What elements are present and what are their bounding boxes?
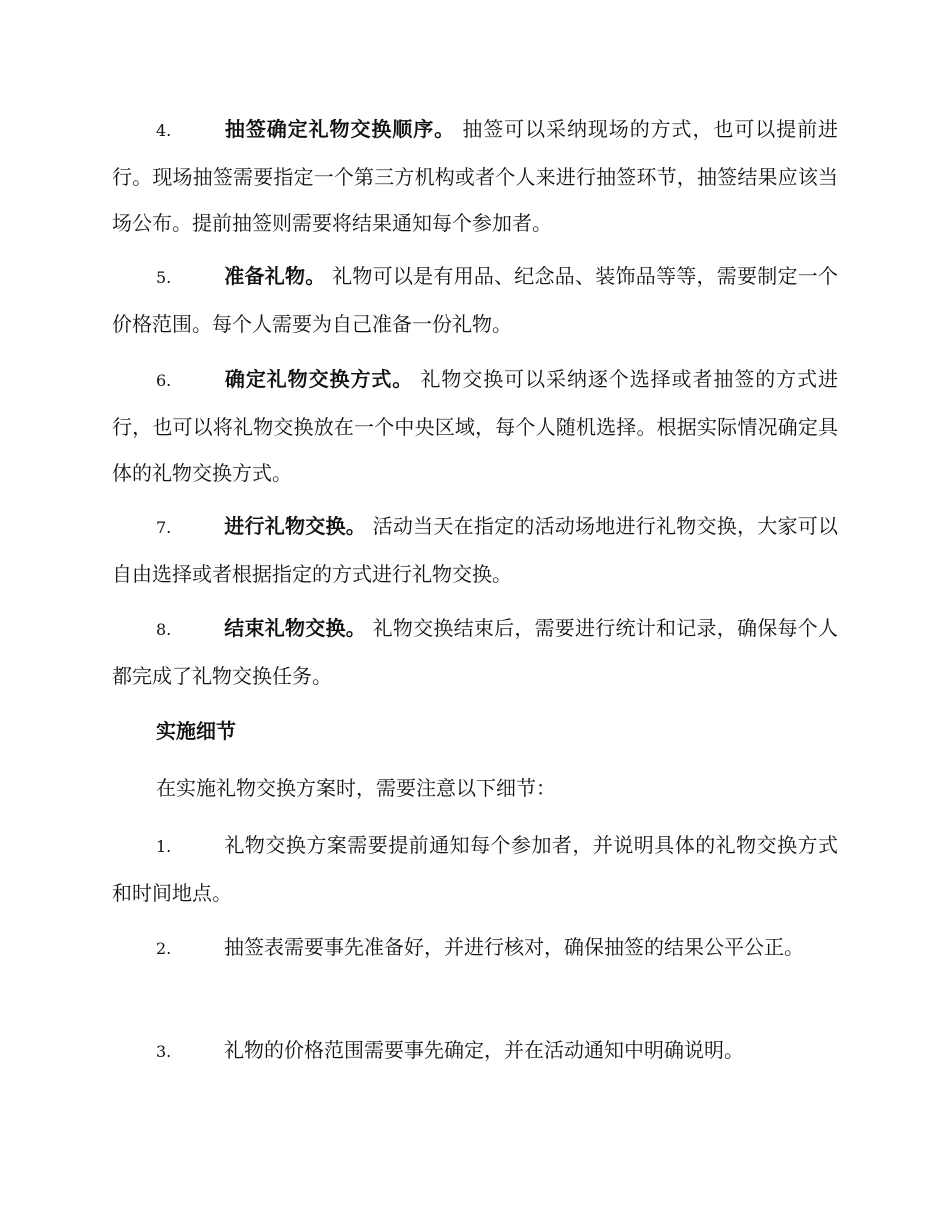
detail-text: 礼物交换方案需要提前通知每个参加者，并说明具体的礼物交换方式和时间地点。 bbox=[112, 833, 838, 905]
detail-number: 2. bbox=[156, 939, 172, 958]
step-text: 礼物可以是有用品、纪念品、装饰品等等，需要制定一个价格范围。每个人需要为自己准备一份礼物。 bbox=[112, 264, 839, 336]
detail-1-paragraph bbox=[112, 822, 838, 916]
step-text: 活动当天在指定的活动场地进行礼物交换，大家可以自由选择或者根据指定的方式进行礼物交换。 bbox=[112, 514, 839, 586]
detail-text: 抽签表需要事先准备好，并进行核对，确保抽签的结果公平公正。 bbox=[224, 935, 804, 959]
detail-text: 礼物的价格范围需要事先确定，并在活动通知中明确说明。 bbox=[224, 1038, 744, 1062]
step-text: 抽签可以采纳现场的方式，也可以提前进行。现场抽签需要指定一个第三方机构或者个人来进行抽签环节，抽签结果应该当场公布。提前抽签则需要将结果通知每个参加者。 bbox=[112, 117, 839, 235]
detail-number: 3. bbox=[156, 1042, 172, 1061]
step-6-paragraph bbox=[112, 356, 838, 496]
step-title: 确定礼物交换方式。 bbox=[224, 367, 414, 391]
step-number: 8. bbox=[156, 620, 172, 639]
detail-number: 1. bbox=[156, 837, 172, 856]
step-4-paragraph bbox=[112, 106, 838, 246]
step-8-paragraph bbox=[112, 605, 838, 699]
step-text: 礼物交换可以采纳逐个选择或者抽签的方式进行，也可以将礼物交换放在一个中央区域，每个人随机选择。根据实际情况确定具体的礼物交换方式。 bbox=[112, 367, 839, 485]
step-title: 准备礼物。 bbox=[224, 264, 326, 288]
step-number: 4. bbox=[156, 121, 172, 140]
step-title: 抽签确定礼物交换顺序。 bbox=[224, 117, 456, 141]
detail-2-paragraph bbox=[112, 924, 838, 972]
section-intro: 在实施礼物交换方案时，需要注意以下细节： bbox=[156, 776, 556, 800]
step-7-paragraph bbox=[112, 503, 838, 597]
step-text: 礼物交换结束后，需要进行统计和记录，确保每个人都完成了礼物交换任务。 bbox=[112, 616, 839, 688]
section-heading: 实施细节 bbox=[156, 719, 236, 743]
detail-3-paragraph bbox=[112, 1027, 838, 1075]
step-number: 7. bbox=[156, 518, 172, 537]
step-number: 5. bbox=[156, 268, 172, 287]
step-title: 结束礼物交换。 bbox=[224, 616, 366, 640]
step-number: 6. bbox=[156, 371, 172, 390]
step-title: 进行礼物交换。 bbox=[224, 514, 366, 538]
step-5-paragraph bbox=[112, 253, 838, 347]
